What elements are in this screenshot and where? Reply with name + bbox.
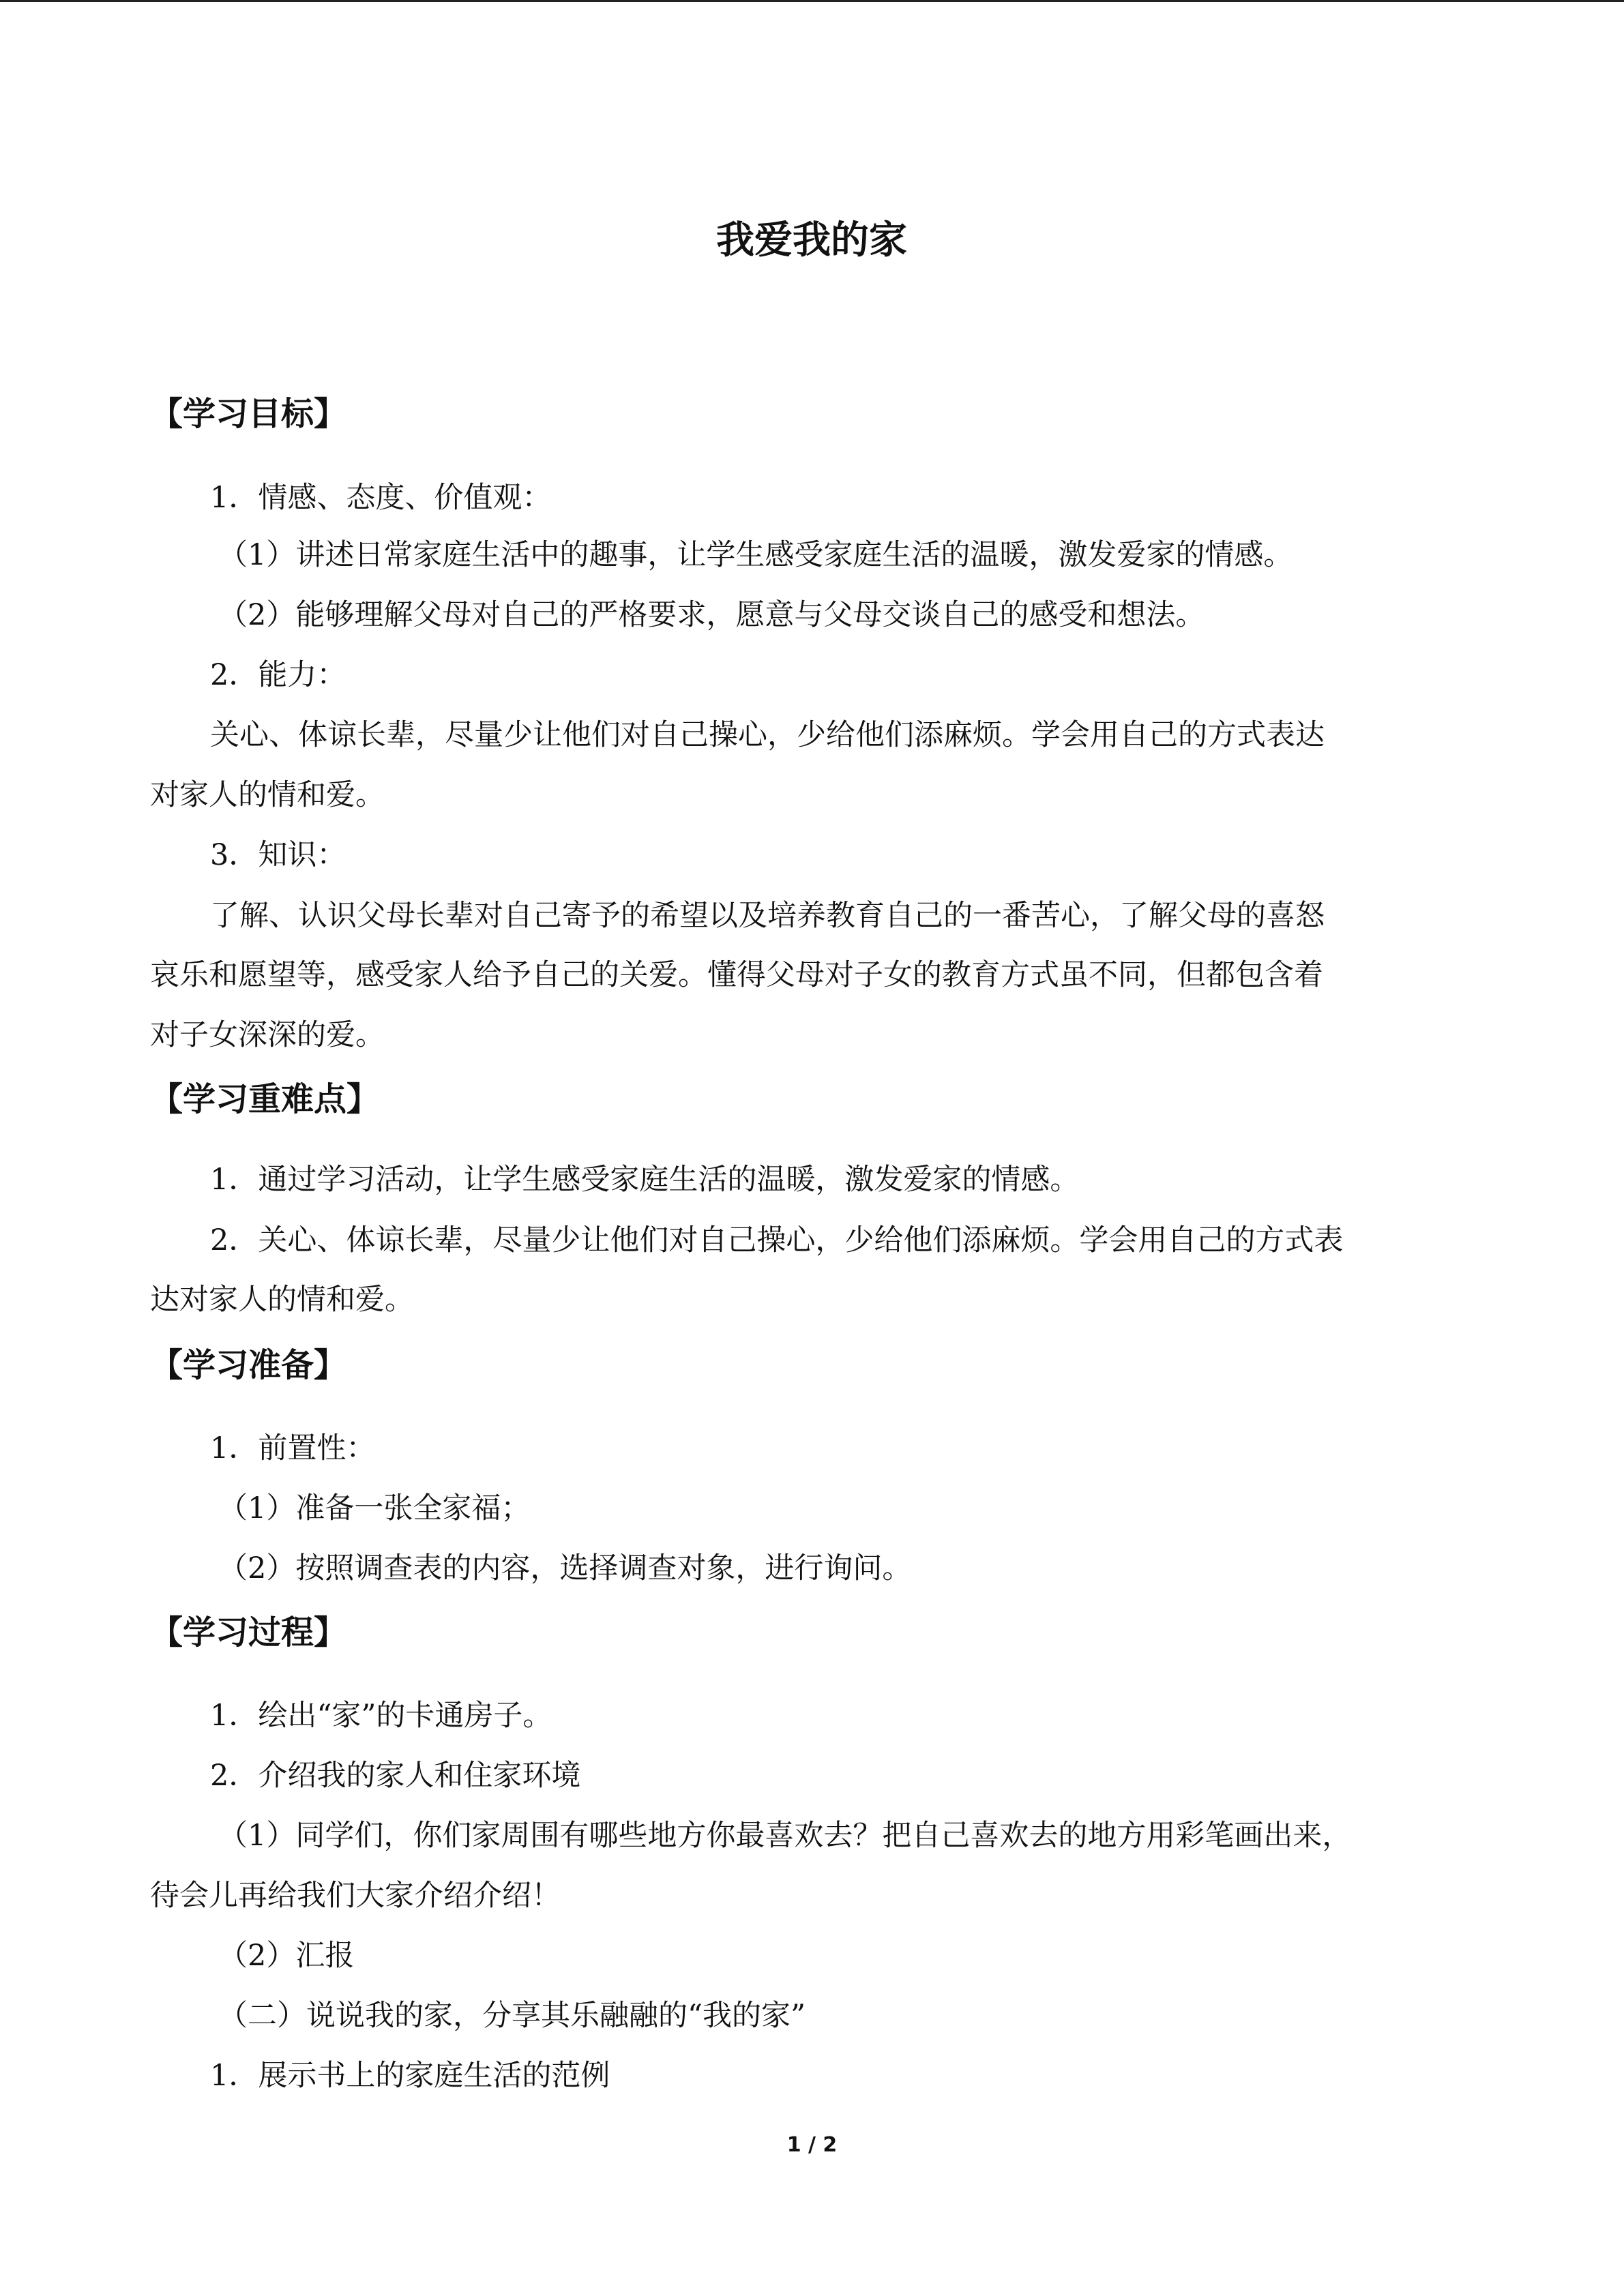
paragraph-line: 2．能力： [210, 658, 346, 692]
section-heading-preparation: 【学习准备】 [150, 1346, 347, 1384]
paragraph-line: （二）说说我的家，分享其乐融融的“我的家” [218, 1999, 806, 2033]
section-heading-learning-process: 【学习过程】 [150, 1613, 347, 1652]
paragraph-line: 对子女深深的爱。 [150, 1018, 385, 1052]
paragraph-line: 2．关心、体谅长辈，尽量少让他们对自己操心，少给他们添麻烦。学会用自己的方式表 [210, 1223, 1344, 1257]
paragraph-line: 达对家人的情和爱。 [150, 1283, 414, 1317]
paragraph-line: 1．前置性： [210, 1431, 376, 1465]
paragraph-line: 2．介绍我的家人和住家环境 [210, 1759, 581, 1793]
paragraph-line: （2）按照调查表的内容，选择调查对象，进行询问。 [218, 1551, 912, 1585]
paragraph-line: 1．情感、态度、价值观： [210, 481, 552, 515]
paragraph-line: （2）能够理解父母对自己的严格要求，愿意与父母交谈自己的感受和想法。 [218, 598, 1205, 632]
section-heading-key-points: 【学习重难点】 [150, 1080, 380, 1118]
paragraph-line: （1）准备一张全家福； [218, 1491, 531, 1525]
section-heading-learning-goals: 【学习目标】 [150, 395, 347, 433]
page-number: 1 / 2 [786, 2133, 838, 2157]
paragraph-line: 1．展示书上的家庭生活的范例 [210, 2059, 610, 2093]
paragraph-line: 关心、体谅长辈，尽量少让他们对自己操心，少给他们添麻烦。学会用自己的方式表达 [210, 718, 1325, 752]
top-border-rule [0, 0, 1624, 2]
paragraph-line: （2）汇报 [218, 1939, 355, 1973]
paragraph-line: 了解、认识父母长辈对自己寄予的希望以及培养教育自己的一番苦心，了解父母的喜怒 [210, 899, 1325, 933]
paragraph-line: 哀乐和愿望等，感受家人给予自己的关爱。懂得父母对子女的教育方式虽不同，但都包含着 [150, 958, 1323, 992]
paragraph-line: 对家人的情和爱。 [150, 778, 385, 812]
paragraph-line: （1）讲述日常家庭生活中的趣事，让学生感受家庭生活的温暖，激发爱家的情感。 [218, 538, 1293, 572]
paragraph-line: （1）同学们，你们家周围有哪些地方你最喜欢去？把自己喜欢去的地方用彩笔画出来， [218, 1819, 1352, 1853]
paragraph-line: 1．绘出“家”的卡通房子。 [210, 1699, 552, 1733]
paragraph-line: 待会儿再给我们大家介绍介绍！ [150, 1879, 561, 1913]
document-title: 我爱我的家 [716, 218, 907, 263]
paragraph-line: 3．知识： [210, 838, 346, 872]
paragraph-line: 1．通过学习活动，让学生感受家庭生活的温暖，激发爱家的情感。 [210, 1163, 1080, 1197]
